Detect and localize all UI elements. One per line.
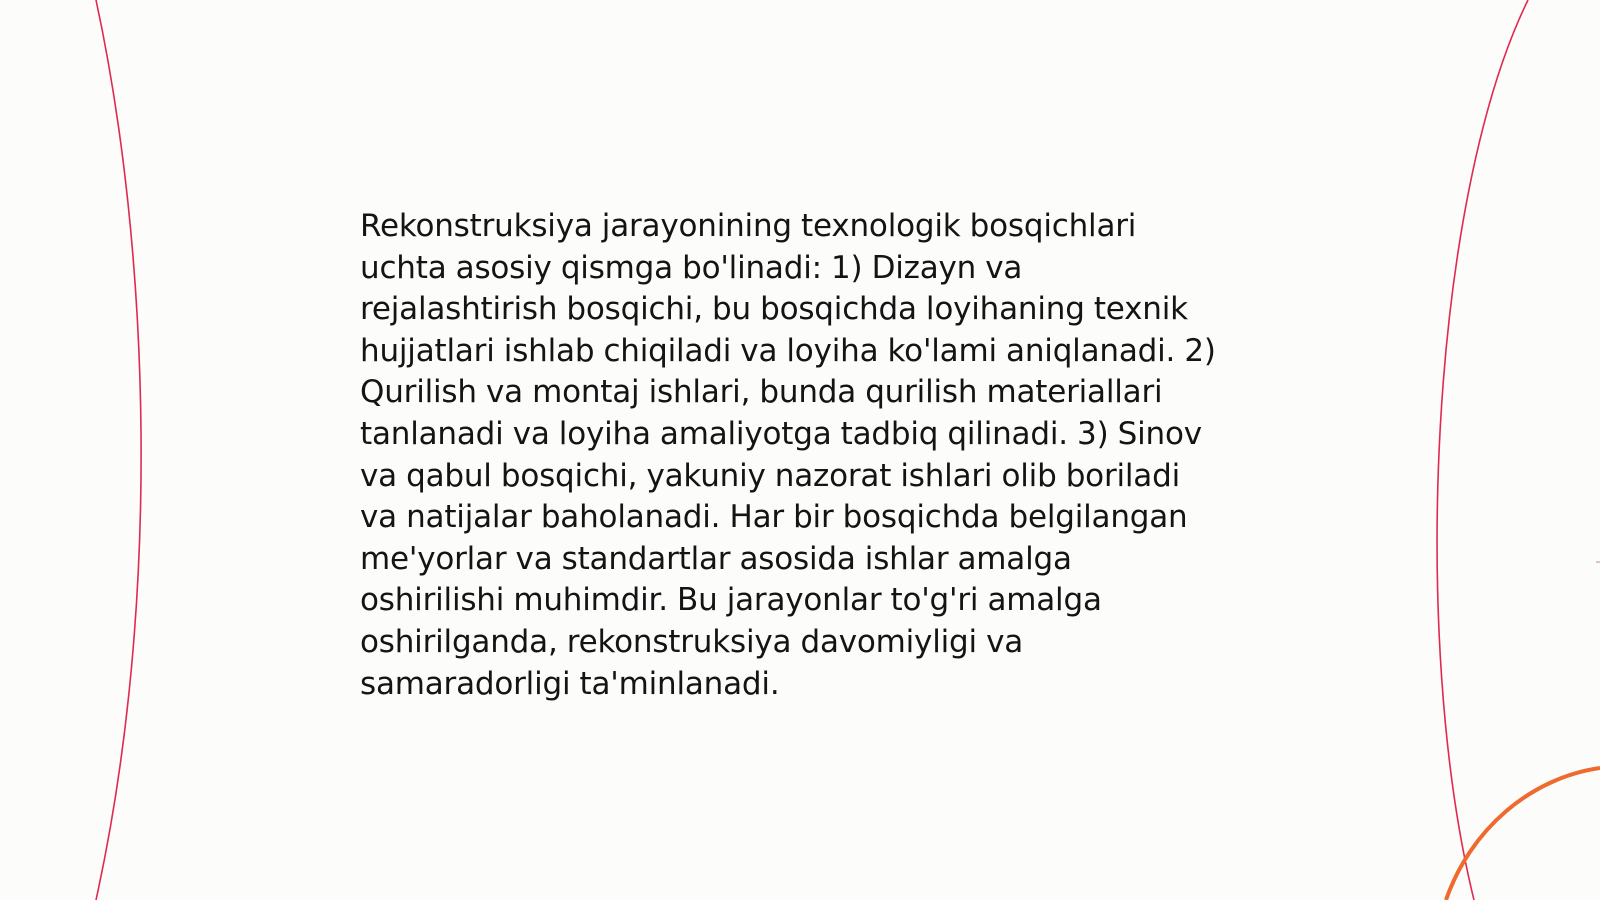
- right-curve: [1437, 0, 1528, 900]
- slide-body-text: Rekonstruksiya jarayonining texnologik bosqichlari uchta asosiy qismga bo'linadi: 1) Dizayn va rejalashtirish bosqichi, bu bosqichda loyihaning texnik hujjatlari ishlab chiqiladi va loyiha ko'lami aniqlanadi. 2) Qurilish va montaj ishlari, bunda qurilish materiallari tanlanadi va loyiha amaliyotga tadbiq qilinadi. 3) Sinov va qabul bosqichi, yakuniy nazorat ishlari olib boriladi va natijalar baholanadi. Har bir bosqichda belgilangan me'yorlar va standartlar asosida ishlar amalga oshirilishi muhimdir. Bu jarayonlar to'g'ri amalga oshirilganda, rekonstruksiya davomiyligi va samaradorligi ta'minlanadi.: [360, 208, 1216, 702]
- left-curve: [96, 0, 141, 900]
